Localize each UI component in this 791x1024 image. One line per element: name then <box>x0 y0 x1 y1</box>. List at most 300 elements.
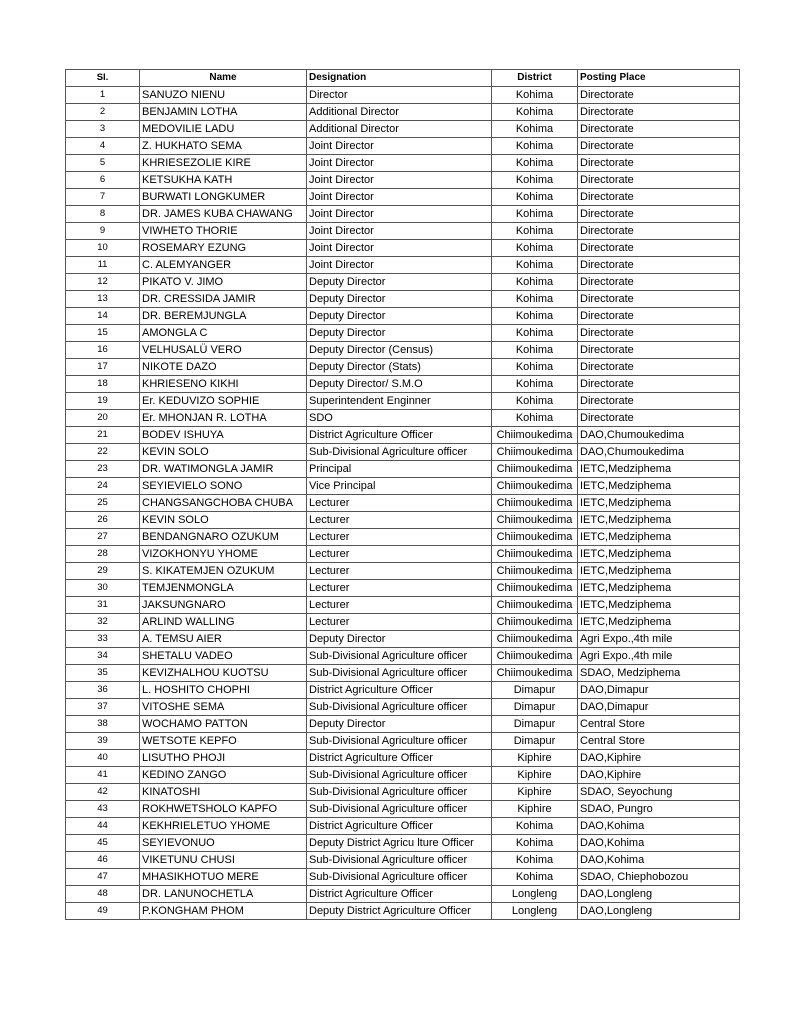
cell-posting-place: SDAO, Pungro <box>578 801 740 818</box>
cell-sl: 19 <box>66 393 140 410</box>
table-row <box>66 597 740 614</box>
table-body <box>66 87 740 920</box>
cell-sl: 45 <box>66 835 140 852</box>
cell-designation: Sub-Divisional Agriculture officer <box>307 699 492 716</box>
cell-district: Chiimoukedima <box>492 580 578 597</box>
cell-designation: Sub-Divisional Agriculture officer <box>307 801 492 818</box>
cell-posting-place: Directorate <box>578 206 740 223</box>
cell-district: Dimapur <box>492 682 578 699</box>
table-row <box>66 835 740 852</box>
cell-name: KEDINO ZANGO <box>140 767 307 784</box>
cell-name: KEVIN SOLO <box>140 444 307 461</box>
table-row <box>66 240 740 257</box>
cell-sl: 24 <box>66 478 140 495</box>
cell-posting-place: DAO,Kohima <box>578 852 740 869</box>
cell-district: Kohima <box>492 818 578 835</box>
cell-posting-place: Directorate <box>578 240 740 257</box>
table-row <box>66 121 740 138</box>
cell-district: Kohima <box>492 393 578 410</box>
cell-sl: 46 <box>66 852 140 869</box>
cell-district: Chiimoukedima <box>492 427 578 444</box>
table-row <box>66 903 740 920</box>
cell-district: Kohima <box>492 155 578 172</box>
cell-sl: 22 <box>66 444 140 461</box>
cell-designation: District Agriculture Officer <box>307 682 492 699</box>
cell-posting-place: IETC,Medziphema <box>578 614 740 631</box>
table-row <box>66 852 740 869</box>
table-row <box>66 750 740 767</box>
cell-name: KINATOSHI <box>140 784 307 801</box>
cell-posting-place: Directorate <box>578 104 740 121</box>
cell-designation: Lecturer <box>307 614 492 631</box>
cell-posting-place: DAO,Kohima <box>578 818 740 835</box>
header-name: Name <box>140 70 307 87</box>
table-row <box>66 104 740 121</box>
cell-district: Chiimoukedima <box>492 631 578 648</box>
cell-district: Kohima <box>492 138 578 155</box>
cell-designation: Lecturer <box>307 580 492 597</box>
cell-sl: 36 <box>66 682 140 699</box>
cell-district: Kiphire <box>492 767 578 784</box>
cell-designation: Sub-Divisional Agriculture officer <box>307 648 492 665</box>
table-row <box>66 767 740 784</box>
cell-district: Dimapur <box>492 699 578 716</box>
cell-district: Kiphire <box>492 750 578 767</box>
table-row <box>66 291 740 308</box>
cell-sl: 23 <box>66 461 140 478</box>
cell-name: CHANGSANGCHOBA CHUBA <box>140 495 307 512</box>
cell-name: WETSOTE KEPFO <box>140 733 307 750</box>
table-row <box>66 189 740 206</box>
cell-name: VELHUSALÜ VERO <box>140 342 307 359</box>
cell-sl: 38 <box>66 716 140 733</box>
cell-designation: Director <box>307 87 492 104</box>
cell-sl: 10 <box>66 240 140 257</box>
cell-name: AMONGLA C <box>140 325 307 342</box>
cell-posting-place: SDAO, Chiephobozou <box>578 869 740 886</box>
cell-district: Kohima <box>492 206 578 223</box>
cell-posting-place: Directorate <box>578 121 740 138</box>
cell-designation: Vice Principal <box>307 478 492 495</box>
cell-sl: 31 <box>66 597 140 614</box>
cell-designation: Joint Director <box>307 206 492 223</box>
cell-district: Kohima <box>492 257 578 274</box>
cell-district: Kohima <box>492 410 578 427</box>
cell-district: Kohima <box>492 325 578 342</box>
cell-posting-place: Directorate <box>578 274 740 291</box>
cell-posting-place: DAO,Chumoukedima <box>578 427 740 444</box>
cell-district: Chiimoukedima <box>492 563 578 580</box>
cell-posting-place: IETC,Medziphema <box>578 597 740 614</box>
cell-district: Kiphire <box>492 801 578 818</box>
cell-sl: 41 <box>66 767 140 784</box>
cell-district: Kohima <box>492 869 578 886</box>
cell-posting-place: Directorate <box>578 155 740 172</box>
cell-designation: SDO <box>307 410 492 427</box>
cell-sl: 12 <box>66 274 140 291</box>
cell-sl: 20 <box>66 410 140 427</box>
table-row <box>66 699 740 716</box>
cell-designation: Joint Director <box>307 138 492 155</box>
cell-sl: 1 <box>66 87 140 104</box>
cell-sl: 26 <box>66 512 140 529</box>
table-row <box>66 342 740 359</box>
cell-posting-place: IETC,Medziphema <box>578 546 740 563</box>
cell-posting-place: IETC,Medziphema <box>578 512 740 529</box>
cell-name: VIWHETO THORIE <box>140 223 307 240</box>
cell-designation: Joint Director <box>307 155 492 172</box>
cell-posting-place: Directorate <box>578 359 740 376</box>
header-designation: Designation <box>307 70 492 87</box>
cell-posting-place: Agri Expo.,4th mile <box>578 648 740 665</box>
cell-name: BENDANGNARO OZUKUM <box>140 529 307 546</box>
table-row <box>66 665 740 682</box>
cell-sl: 49 <box>66 903 140 920</box>
cell-designation: Joint Director <box>307 223 492 240</box>
cell-designation: Sub-Divisional Agriculture officer <box>307 852 492 869</box>
cell-district: Longleng <box>492 903 578 920</box>
header-district: District <box>492 70 578 87</box>
cell-designation: Deputy Director <box>307 308 492 325</box>
cell-sl: 16 <box>66 342 140 359</box>
cell-district: Chiimoukedima <box>492 512 578 529</box>
cell-sl: 30 <box>66 580 140 597</box>
cell-posting-place: IETC,Medziphema <box>578 580 740 597</box>
cell-name: JAKSUNGNARO <box>140 597 307 614</box>
cell-posting-place: Directorate <box>578 189 740 206</box>
cell-designation: Superintendent Enginner <box>307 393 492 410</box>
cell-posting-place: IETC,Medziphema <box>578 495 740 512</box>
cell-posting-place: DAO,Longleng <box>578 903 740 920</box>
cell-sl: 35 <box>66 665 140 682</box>
cell-posting-place: IETC,Medziphema <box>578 478 740 495</box>
cell-posting-place: DAO,Longleng <box>578 886 740 903</box>
cell-posting-place: DAO,Dimapur <box>578 699 740 716</box>
cell-designation: Deputy Director <box>307 716 492 733</box>
table-row <box>66 206 740 223</box>
table-row <box>66 546 740 563</box>
table-row <box>66 818 740 835</box>
cell-posting-place: Central Store <box>578 733 740 750</box>
cell-name: BODEV ISHUYA <box>140 427 307 444</box>
cell-posting-place: DAO,Chumoukedima <box>578 444 740 461</box>
cell-sl: 44 <box>66 818 140 835</box>
cell-designation: District Agriculture Officer <box>307 886 492 903</box>
table-row <box>66 733 740 750</box>
cell-name: KETSUKHA KATH <box>140 172 307 189</box>
cell-designation: Additional Director <box>307 104 492 121</box>
cell-posting-place: SDAO, Medziphema <box>578 665 740 682</box>
cell-district: Kohima <box>492 835 578 852</box>
cell-name: DR. WATIMONGLA JAMIR <box>140 461 307 478</box>
cell-district: Chiimoukedima <box>492 597 578 614</box>
cell-name: KHRIESEZOLIE KIRE <box>140 155 307 172</box>
cell-designation: Additional Director <box>307 121 492 138</box>
cell-sl: 8 <box>66 206 140 223</box>
table-row <box>66 886 740 903</box>
cell-designation: Deputy Director/ S.M.O <box>307 376 492 393</box>
cell-sl: 14 <box>66 308 140 325</box>
cell-sl: 9 <box>66 223 140 240</box>
table-row <box>66 461 740 478</box>
table-row <box>66 325 740 342</box>
cell-sl: 2 <box>66 104 140 121</box>
table-row <box>66 682 740 699</box>
cell-designation: Lecturer <box>307 529 492 546</box>
cell-posting-place: IETC,Medziphema <box>578 563 740 580</box>
table-row <box>66 393 740 410</box>
cell-sl: 37 <box>66 699 140 716</box>
table-row <box>66 648 740 665</box>
cell-name: P.KONGHAM PHOM <box>140 903 307 920</box>
cell-posting-place: DAO,Kohima <box>578 835 740 852</box>
table-header-row <box>66 70 740 87</box>
cell-district: Chiimoukedima <box>492 461 578 478</box>
cell-sl: 43 <box>66 801 140 818</box>
cell-name: BENJAMIN LOTHA <box>140 104 307 121</box>
cell-posting-place: IETC,Medziphema <box>578 461 740 478</box>
cell-designation: Sub-Divisional Agriculture officer <box>307 767 492 784</box>
officer-posting-table <box>65 69 740 920</box>
cell-sl: 32 <box>66 614 140 631</box>
cell-designation: Joint Director <box>307 257 492 274</box>
table-row <box>66 563 740 580</box>
table-row <box>66 274 740 291</box>
header-posting-place: Posting Place <box>578 70 740 87</box>
table-row <box>66 869 740 886</box>
cell-posting-place: Directorate <box>578 138 740 155</box>
cell-name: PIKATO V. JIMO <box>140 274 307 291</box>
cell-name: SEYIEVIELO SONO <box>140 478 307 495</box>
cell-name: Er. KEDUVIZO SOPHIE <box>140 393 307 410</box>
cell-district: Kohima <box>492 104 578 121</box>
cell-name: KEVIN SOLO <box>140 512 307 529</box>
cell-district: Longleng <box>492 886 578 903</box>
cell-sl: 39 <box>66 733 140 750</box>
cell-name: ROSEMARY EZUNG <box>140 240 307 257</box>
cell-district: Chiimoukedima <box>492 529 578 546</box>
cell-sl: 34 <box>66 648 140 665</box>
cell-name: LISUTHO PHOJI <box>140 750 307 767</box>
table-row <box>66 155 740 172</box>
cell-sl: 4 <box>66 138 140 155</box>
cell-designation: Sub-Divisional Agriculture officer <box>307 665 492 682</box>
cell-sl: 27 <box>66 529 140 546</box>
cell-district: Kohima <box>492 376 578 393</box>
cell-name: DR. BEREMJUNGLA <box>140 308 307 325</box>
cell-designation: District Agriculture Officer <box>307 427 492 444</box>
cell-posting-place: Directorate <box>578 291 740 308</box>
table-row <box>66 631 740 648</box>
cell-posting-place: DAO,Kiphire <box>578 767 740 784</box>
cell-posting-place: SDAO, Seyochung <box>578 784 740 801</box>
cell-name: L. HOSHITO CHOPHI <box>140 682 307 699</box>
cell-district: Dimapur <box>492 716 578 733</box>
table-row <box>66 87 740 104</box>
table-row <box>66 478 740 495</box>
table-row <box>66 257 740 274</box>
cell-designation: Deputy Director <box>307 274 492 291</box>
cell-designation: Sub-Divisional Agriculture officer <box>307 733 492 750</box>
cell-district: Chiimoukedima <box>492 495 578 512</box>
cell-name: MHASIKHOTUO MERE <box>140 869 307 886</box>
cell-district: Dimapur <box>492 733 578 750</box>
cell-district: Chiimoukedima <box>492 444 578 461</box>
cell-name: VIZOKHONYU YHOME <box>140 546 307 563</box>
cell-designation: Lecturer <box>307 512 492 529</box>
cell-designation: Joint Director <box>307 240 492 257</box>
cell-district: Kohima <box>492 852 578 869</box>
table-row <box>66 138 740 155</box>
cell-posting-place: IETC,Medziphema <box>578 529 740 546</box>
cell-sl: 40 <box>66 750 140 767</box>
cell-posting-place: Directorate <box>578 87 740 104</box>
cell-designation: Deputy District Agriculture Officer <box>307 903 492 920</box>
cell-district: Kiphire <box>492 784 578 801</box>
table-row <box>66 529 740 546</box>
cell-sl: 25 <box>66 495 140 512</box>
cell-name: VITOSHE SEMA <box>140 699 307 716</box>
cell-sl: 7 <box>66 189 140 206</box>
cell-district: Chiimoukedima <box>492 665 578 682</box>
cell-posting-place: DAO,Dimapur <box>578 682 740 699</box>
cell-district: Kohima <box>492 172 578 189</box>
cell-sl: 18 <box>66 376 140 393</box>
cell-name: SHETALU VADEO <box>140 648 307 665</box>
cell-posting-place: Agri Expo.,4th mile <box>578 631 740 648</box>
cell-designation: District Agriculture Officer <box>307 818 492 835</box>
cell-posting-place: Directorate <box>578 393 740 410</box>
table-row <box>66 410 740 427</box>
cell-designation: District Agriculture Officer <box>307 750 492 767</box>
cell-district: Kohima <box>492 342 578 359</box>
cell-designation: Lecturer <box>307 495 492 512</box>
cell-district: Kohima <box>492 121 578 138</box>
cell-sl: 47 <box>66 869 140 886</box>
cell-name: TEMJENMONGLA <box>140 580 307 597</box>
cell-name: SEYIEVONUO <box>140 835 307 852</box>
cell-name: DR. JAMES KUBA CHAWANG <box>140 206 307 223</box>
cell-designation: Lecturer <box>307 597 492 614</box>
cell-district: Kohima <box>492 223 578 240</box>
table-row <box>66 784 740 801</box>
table-row <box>66 512 740 529</box>
cell-sl: 3 <box>66 121 140 138</box>
cell-name: SANUZO NIENU <box>140 87 307 104</box>
cell-sl: 21 <box>66 427 140 444</box>
cell-designation: Lecturer <box>307 546 492 563</box>
cell-district: Kohima <box>492 291 578 308</box>
table-row <box>66 223 740 240</box>
cell-district: Chiimoukedima <box>492 478 578 495</box>
cell-posting-place: Directorate <box>578 257 740 274</box>
cell-designation: Deputy Director (Stats) <box>307 359 492 376</box>
cell-district: Kohima <box>492 87 578 104</box>
cell-name: S. KIKATEMJEN OZUKUM <box>140 563 307 580</box>
cell-sl: 15 <box>66 325 140 342</box>
cell-designation: Sub-Divisional Agriculture officer <box>307 869 492 886</box>
cell-designation: Lecturer <box>307 563 492 580</box>
table-row <box>66 427 740 444</box>
cell-sl: 42 <box>66 784 140 801</box>
cell-name: KHRIESENO KIKHI <box>140 376 307 393</box>
cell-district: Chiimoukedima <box>492 546 578 563</box>
cell-posting-place: Directorate <box>578 376 740 393</box>
cell-name: C. ALEMYANGER <box>140 257 307 274</box>
cell-designation: Deputy Director <box>307 631 492 648</box>
header-sl: Sl. <box>66 70 140 87</box>
cell-posting-place: Directorate <box>578 223 740 240</box>
cell-district: Kohima <box>492 240 578 257</box>
cell-sl: 11 <box>66 257 140 274</box>
cell-sl: 13 <box>66 291 140 308</box>
cell-sl: 28 <box>66 546 140 563</box>
cell-designation: Deputy Director (Census) <box>307 342 492 359</box>
cell-district: Kohima <box>492 359 578 376</box>
cell-name: KEVIZHALHOU KUOTSU <box>140 665 307 682</box>
cell-district: Chiimoukedima <box>492 648 578 665</box>
cell-posting-place: Directorate <box>578 342 740 359</box>
cell-designation: Deputy District Agricu lture Officer <box>307 835 492 852</box>
cell-designation: Sub-Divisional Agriculture officer <box>307 444 492 461</box>
cell-sl: 17 <box>66 359 140 376</box>
cell-name: ARLIND WALLING <box>140 614 307 631</box>
cell-name: ROKHWETSHOLO KAPFO <box>140 801 307 818</box>
cell-district: Kohima <box>492 189 578 206</box>
table-row <box>66 444 740 461</box>
cell-district: Kohima <box>492 308 578 325</box>
table-row <box>66 801 740 818</box>
cell-sl: 33 <box>66 631 140 648</box>
table-row <box>66 359 740 376</box>
cell-name: KEKHRIELETUO YHOME <box>140 818 307 835</box>
table-row <box>66 580 740 597</box>
cell-posting-place: Directorate <box>578 172 740 189</box>
cell-designation: Deputy Director <box>307 325 492 342</box>
table-row <box>66 614 740 631</box>
cell-designation: Sub-Divisional Agriculture officer <box>307 784 492 801</box>
cell-name: A. TEMSU AIER <box>140 631 307 648</box>
cell-posting-place: Directorate <box>578 325 740 342</box>
table-row <box>66 172 740 189</box>
cell-posting-place: Directorate <box>578 308 740 325</box>
cell-posting-place: Directorate <box>578 410 740 427</box>
cell-designation: Principal <box>307 461 492 478</box>
cell-name: DR. CRESSIDA JAMIR <box>140 291 307 308</box>
cell-name: MEDOVILIE LADU <box>140 121 307 138</box>
cell-name: NIKOTE DAZO <box>140 359 307 376</box>
cell-district: Kohima <box>492 274 578 291</box>
cell-sl: 5 <box>66 155 140 172</box>
cell-sl: 29 <box>66 563 140 580</box>
cell-designation: Deputy Director <box>307 291 492 308</box>
cell-posting-place: Central Store <box>578 716 740 733</box>
cell-name: DR. LANUNOCHETLA <box>140 886 307 903</box>
cell-name: Er. MHONJAN R. LOTHA <box>140 410 307 427</box>
table-row <box>66 376 740 393</box>
cell-sl: 6 <box>66 172 140 189</box>
cell-name: VIKETUNU CHUSI <box>140 852 307 869</box>
cell-designation: Joint Director <box>307 189 492 206</box>
cell-district: Chiimoukedima <box>492 614 578 631</box>
cell-name: WOCHAMO PATTON <box>140 716 307 733</box>
cell-name: Z. HUKHATO SEMA <box>140 138 307 155</box>
cell-sl: 48 <box>66 886 140 903</box>
table-row <box>66 308 740 325</box>
table-row <box>66 716 740 733</box>
table-row <box>66 495 740 512</box>
cell-posting-place: DAO,Kiphire <box>578 750 740 767</box>
